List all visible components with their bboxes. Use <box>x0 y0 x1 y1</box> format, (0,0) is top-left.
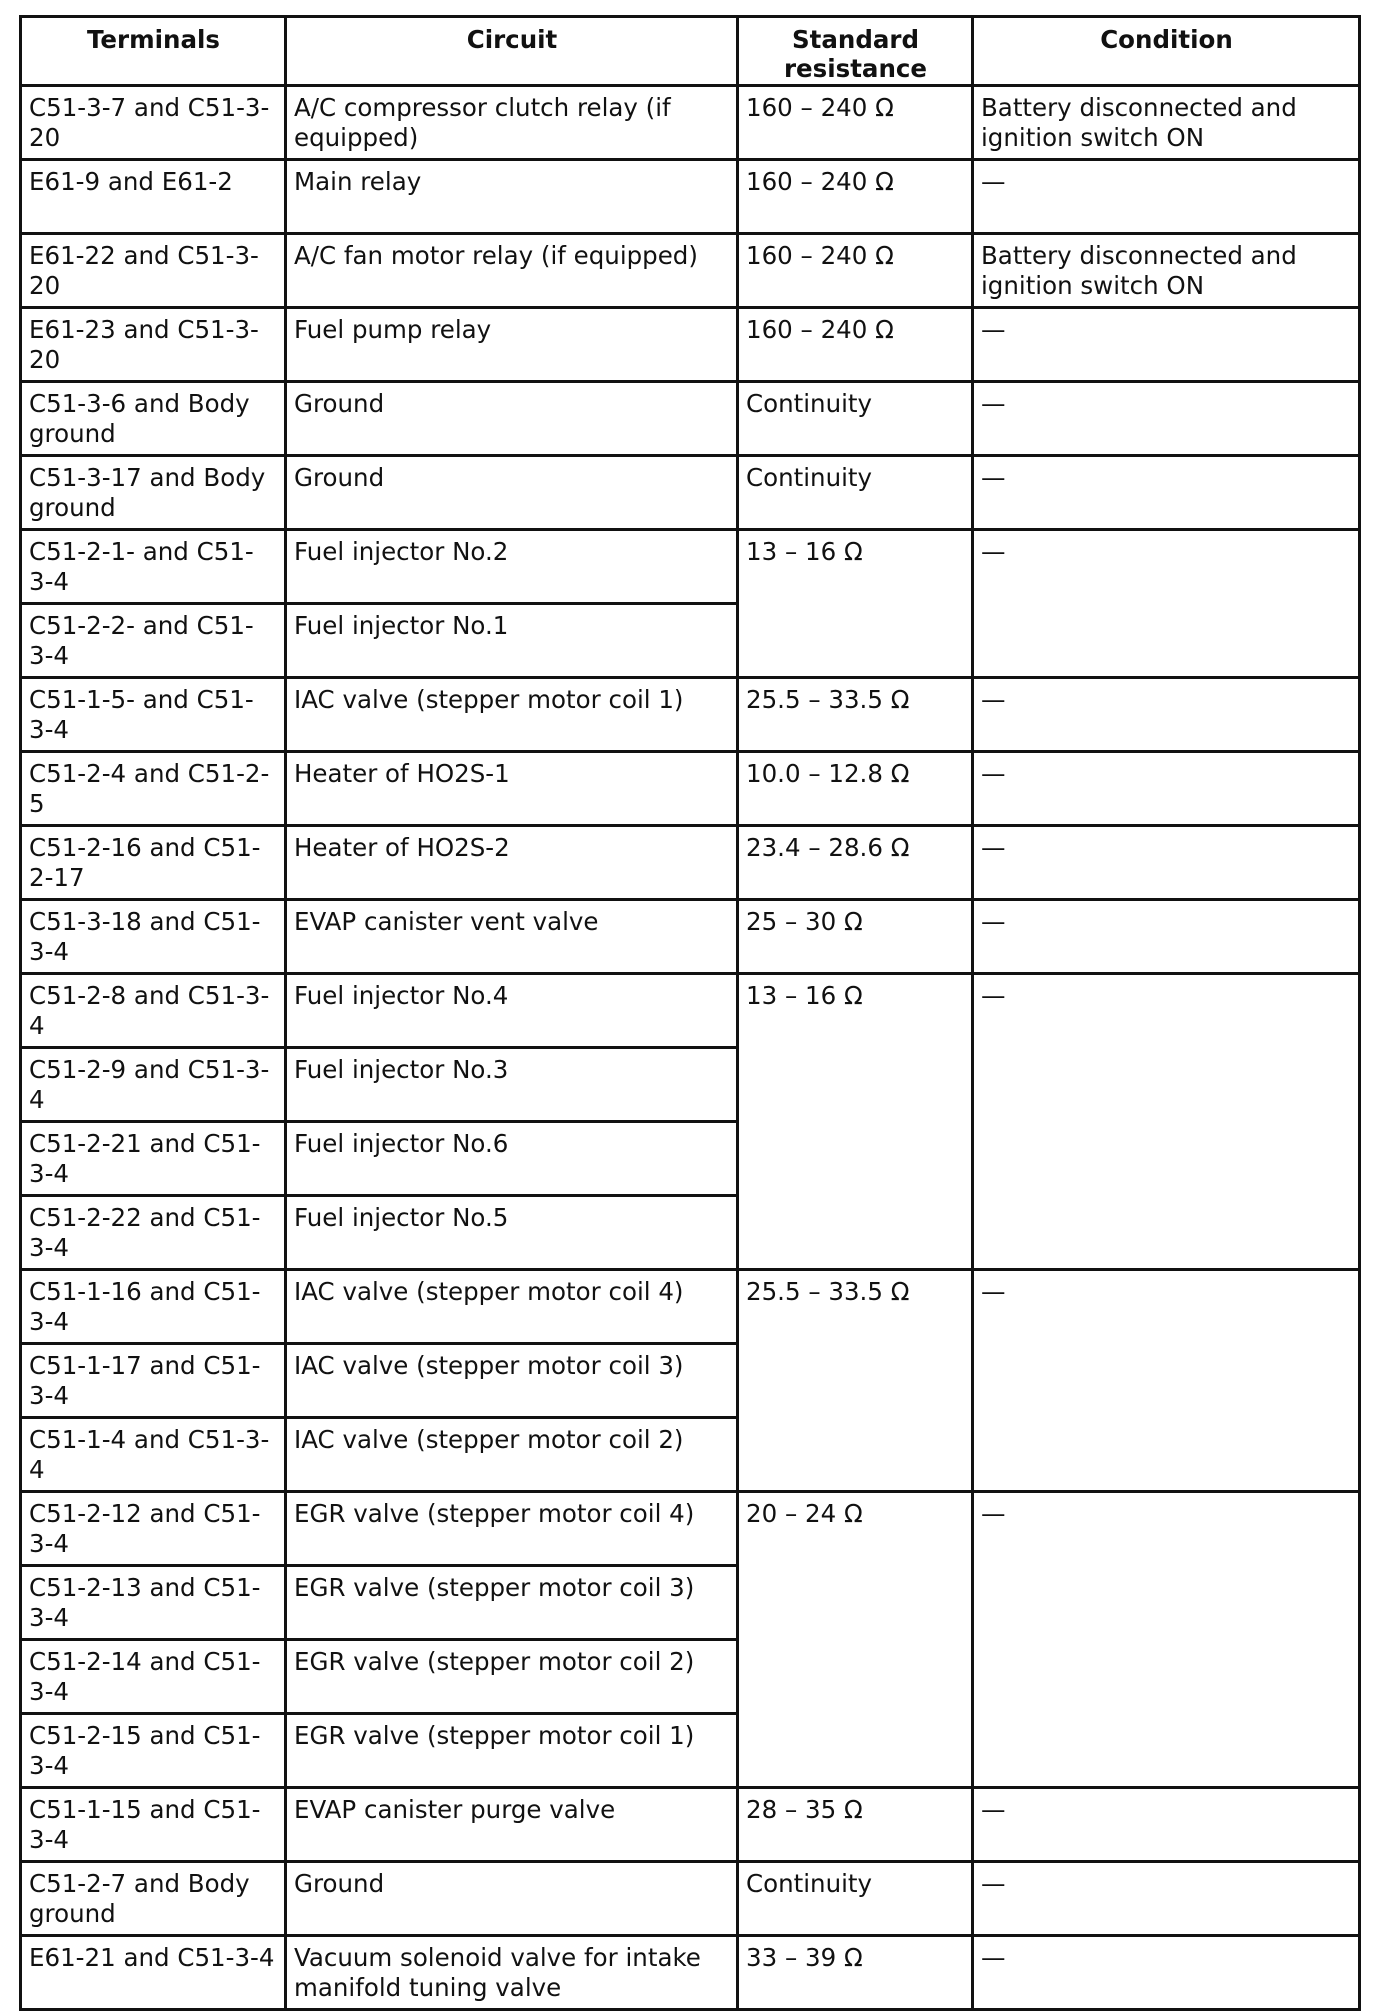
circuit-cell: A/C fan motor relay (if equipped) <box>286 234 738 308</box>
terminals-cell: C51-2-22 and C51-3-4 <box>21 1196 286 1270</box>
terminals-cell: C51-2-12 and C51-3-4 <box>21 1492 286 1566</box>
circuit-cell: Ground <box>286 382 738 456</box>
circuit-cell: EVAP canister purge valve <box>286 1788 738 1862</box>
terminals-cell: C51-2-21 and C51-3-4 <box>21 1122 286 1196</box>
resistance-cell: 160 – 240 Ω <box>738 160 973 234</box>
circuit-cell: Main relay <box>286 160 738 234</box>
condition-cell: — <box>973 678 1360 752</box>
circuit-cell: Vacuum solenoid valve for intake manifold tuning valve <box>286 1936 738 2010</box>
condition-cell: — <box>973 530 1360 678</box>
table-row <box>21 900 1360 974</box>
terminals-cell: C51-3-17 and Body ground <box>21 456 286 530</box>
circuit-cell: Fuel injector No.2 <box>286 530 738 604</box>
resistance-table <box>19 15 1361 2011</box>
terminals-cell: C51-1-5- and C51-3-4 <box>21 678 286 752</box>
resistance-cell: 33 – 39 Ω <box>738 1936 973 2010</box>
resistance-cell: 13 – 16 Ω <box>738 974 973 1270</box>
table-row <box>21 1788 1360 1862</box>
condition-cell: — <box>973 1492 1360 1788</box>
condition-cell: — <box>973 752 1360 826</box>
resistance-cell: Continuity <box>738 456 973 530</box>
condition-cell: — <box>973 900 1360 974</box>
resistance-cell: Continuity <box>738 382 973 456</box>
table-row <box>21 752 1360 826</box>
circuit-cell: EGR valve (stepper motor coil 1) <box>286 1714 738 1788</box>
terminals-cell: C51-1-15 and C51-3-4 <box>21 1788 286 1862</box>
condition-cell: — <box>973 974 1360 1270</box>
circuit-cell: EVAP canister vent valve <box>286 900 738 974</box>
resistance-cell: 25.5 – 33.5 Ω <box>738 678 973 752</box>
condition-cell: Battery disconnected and ignition switch ON <box>973 234 1360 308</box>
terminals-cell: C51-1-17 and C51-3-4 <box>21 1344 286 1418</box>
terminals-cell: C51-2-7 and Body ground <box>21 1862 286 1936</box>
table-row <box>21 530 1360 604</box>
table-row <box>21 1492 1360 1566</box>
resistance-cell: 160 – 240 Ω <box>738 308 973 382</box>
circuit-cell: Fuel injector No.6 <box>286 1122 738 1196</box>
circuit-cell: Fuel injector No.3 <box>286 1048 738 1122</box>
condition-cell: — <box>973 382 1360 456</box>
resistance-cell: Continuity <box>738 1862 973 1936</box>
circuit-cell: IAC valve (stepper motor coil 4) <box>286 1270 738 1344</box>
table-row <box>21 1862 1360 1936</box>
resistance-cell: 10.0 – 12.8 Ω <box>738 752 973 826</box>
terminals-cell: C51-2-14 and C51-3-4 <box>21 1640 286 1714</box>
header-standard-resistance: Standard resistance <box>738 17 973 86</box>
circuit-cell: A/C compressor clutch relay (if equipped) <box>286 86 738 160</box>
terminals-cell: E61-21 and C51-3-4 <box>21 1936 286 2010</box>
table-row <box>21 1270 1360 1344</box>
circuit-cell: Ground <box>286 1862 738 1936</box>
circuit-cell: Fuel pump relay <box>286 308 738 382</box>
resistance-cell: 160 – 240 Ω <box>738 86 973 160</box>
table-row <box>21 1936 1360 2010</box>
header-condition: Condition <box>973 17 1360 86</box>
condition-cell: — <box>973 308 1360 382</box>
circuit-cell: Fuel injector No.1 <box>286 604 738 678</box>
terminals-cell: C51-3-6 and Body ground <box>21 382 286 456</box>
condition-cell: — <box>973 1936 1360 2010</box>
resistance-cell: 160 – 240 Ω <box>738 234 973 308</box>
terminals-cell: C51-1-16 and C51-3-4 <box>21 1270 286 1344</box>
table-row <box>21 308 1360 382</box>
circuit-cell: EGR valve (stepper motor coil 4) <box>286 1492 738 1566</box>
condition-cell: Battery disconnected and ignition switch ON <box>973 86 1360 160</box>
condition-cell: — <box>973 1862 1360 1936</box>
circuit-cell: EGR valve (stepper motor coil 3) <box>286 1566 738 1640</box>
terminals-cell: C51-2-9 and C51-3-4 <box>21 1048 286 1122</box>
table-row <box>21 826 1360 900</box>
table-row <box>21 86 1360 160</box>
header-circuit: Circuit <box>286 17 738 86</box>
resistance-cell: 25 – 30 Ω <box>738 900 973 974</box>
condition-cell: — <box>973 1788 1360 1862</box>
terminals-cell: C51-2-15 and C51-3-4 <box>21 1714 286 1788</box>
header-row <box>21 17 1360 86</box>
condition-cell: — <box>973 1270 1360 1492</box>
condition-cell: — <box>973 826 1360 900</box>
circuit-cell: Fuel injector No.4 <box>286 974 738 1048</box>
terminals-cell: E61-22 and C51-3-20 <box>21 234 286 308</box>
resistance-cell: 28 – 35 Ω <box>738 1788 973 1862</box>
circuit-cell: IAC valve (stepper motor coil 1) <box>286 678 738 752</box>
terminals-cell: C51-1-4 and C51-3-4 <box>21 1418 286 1492</box>
terminals-cell: C51-3-18 and C51-3-4 <box>21 900 286 974</box>
table-row <box>21 678 1360 752</box>
terminals-cell: E61-23 and C51-3-20 <box>21 308 286 382</box>
table-row <box>21 160 1360 234</box>
terminals-cell: C51-2-4 and C51-2-5 <box>21 752 286 826</box>
terminals-cell: C51-3-7 and C51-3-20 <box>21 86 286 160</box>
terminals-cell: C51-2-13 and C51-3-4 <box>21 1566 286 1640</box>
circuit-cell: IAC valve (stepper motor coil 2) <box>286 1418 738 1492</box>
terminals-cell: C51-2-1- and C51-3-4 <box>21 530 286 604</box>
terminals-cell: C51-2-16 and C51-2-17 <box>21 826 286 900</box>
circuit-cell: IAC valve (stepper motor coil 3) <box>286 1344 738 1418</box>
header-terminals: Terminals <box>21 17 286 86</box>
condition-cell: — <box>973 456 1360 530</box>
circuit-cell: EGR valve (stepper motor coil 2) <box>286 1640 738 1714</box>
resistance-cell: 25.5 – 33.5 Ω <box>738 1270 973 1492</box>
resistance-cell: 13 – 16 Ω <box>738 530 973 678</box>
table-row <box>21 456 1360 530</box>
circuit-cell: Heater of HO2S-1 <box>286 752 738 826</box>
table-row <box>21 382 1360 456</box>
condition-cell: — <box>973 160 1360 234</box>
circuit-cell: Fuel injector No.5 <box>286 1196 738 1270</box>
terminals-cell: C51-2-8 and C51-3-4 <box>21 974 286 1048</box>
circuit-cell: Heater of HO2S-2 <box>286 826 738 900</box>
terminals-cell: C51-2-2- and C51-3-4 <box>21 604 286 678</box>
terminals-cell: E61-9 and E61-2 <box>21 160 286 234</box>
resistance-cell: 20 – 24 Ω <box>738 1492 973 1788</box>
resistance-cell: 23.4 – 28.6 Ω <box>738 826 973 900</box>
circuit-cell: Ground <box>286 456 738 530</box>
table-row <box>21 234 1360 308</box>
table-row <box>21 974 1360 1048</box>
